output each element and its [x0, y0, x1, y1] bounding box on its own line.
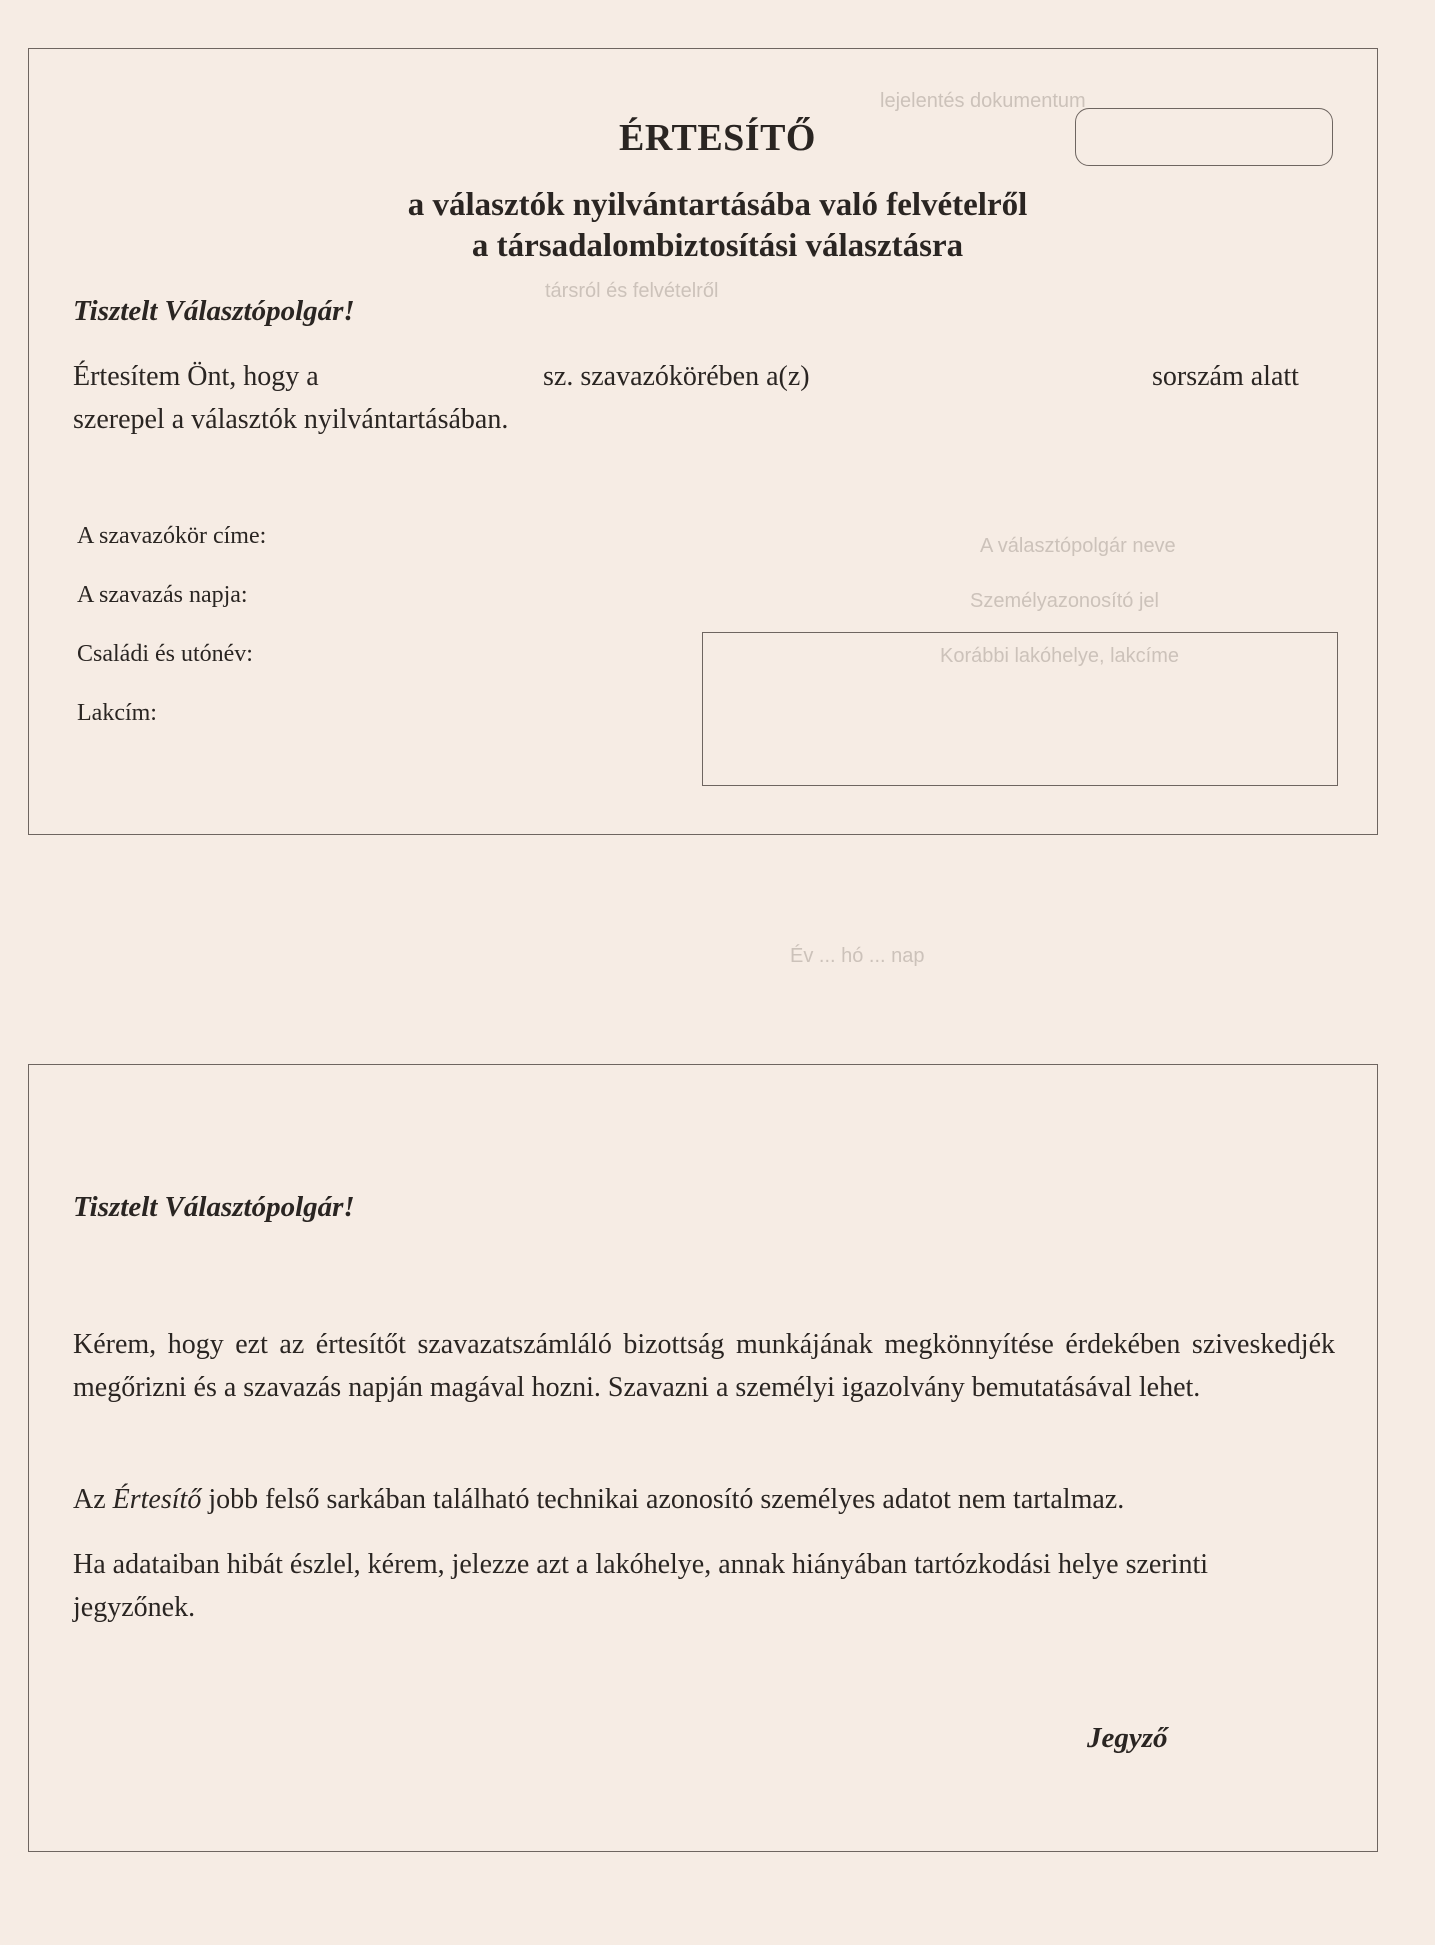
notice-text-part2: sz. szavazókörében a(z) [543, 361, 810, 392]
notice-name-italic: Értesítő [112, 1484, 202, 1515]
address-window-box [702, 632, 1338, 786]
paragraph-prefix: Az [73, 1484, 113, 1515]
show-through: Korábbi lakóhelye, lakcíme [940, 645, 1180, 667]
notice-text-part1: Értesítem Önt, hogy a [73, 361, 319, 392]
instructions-panel [28, 1064, 1378, 1852]
show-through: Év ... hó ... nap [790, 945, 925, 967]
instructions-paragraph: Kérem, hogy ezt az értesítőt szavazatszámláló bizottság munkájának megkönnyítése érdekében sziveskedjék megőrizni és a szavazás napján magával hozni. Szavazni a személyi igazolvány bemutatásával lehet. [73, 1329, 1335, 1403]
polling-station-address-label: A szavazókör címe: [77, 523, 267, 549]
residence-label: Lakcím: [77, 700, 157, 726]
full-name-label: Családi és utónév: [77, 641, 253, 667]
greeting: Tisztelt Választópolgár! [73, 1191, 355, 1223]
greeting: Tisztelt Választópolgár! [73, 295, 355, 327]
instructions-paragraph [73, 1478, 1335, 1521]
instructions-paragraph: Ha adataiban hibát észlel, kérem, jelezze azt a lakóhelye, annak hiányában tartózkodási helye szerinti jegyzőnek. [73, 1549, 1209, 1623]
notice-text-line2: szerepel a választók nyilvántartásában. [73, 404, 509, 435]
paragraph-suffix: jobb felső sarkában található technikai azonosító személyes adatot nem tartalmaz. [201, 1484, 1125, 1515]
show-through: lejelentés dokumentum [880, 90, 1086, 112]
notice-title: ÉRTESÍTŐ [619, 117, 816, 159]
show-through: társról és felvételről [545, 280, 719, 302]
signature-notary: Jegyző [1087, 1722, 1168, 1754]
show-through: Személyazonosító jel [970, 590, 1159, 612]
show-through: A választópolgár neve [980, 535, 1176, 557]
notice-subtitle-line2: a társadalombiztosítási választásra [471, 228, 964, 264]
notice-subtitle-line1: a választók nyilvántartásába való felvételről [407, 187, 1028, 223]
voting-date-label: A szavazás napja: [77, 582, 248, 608]
notice-text-part3: sorszám alatt [1152, 361, 1299, 392]
